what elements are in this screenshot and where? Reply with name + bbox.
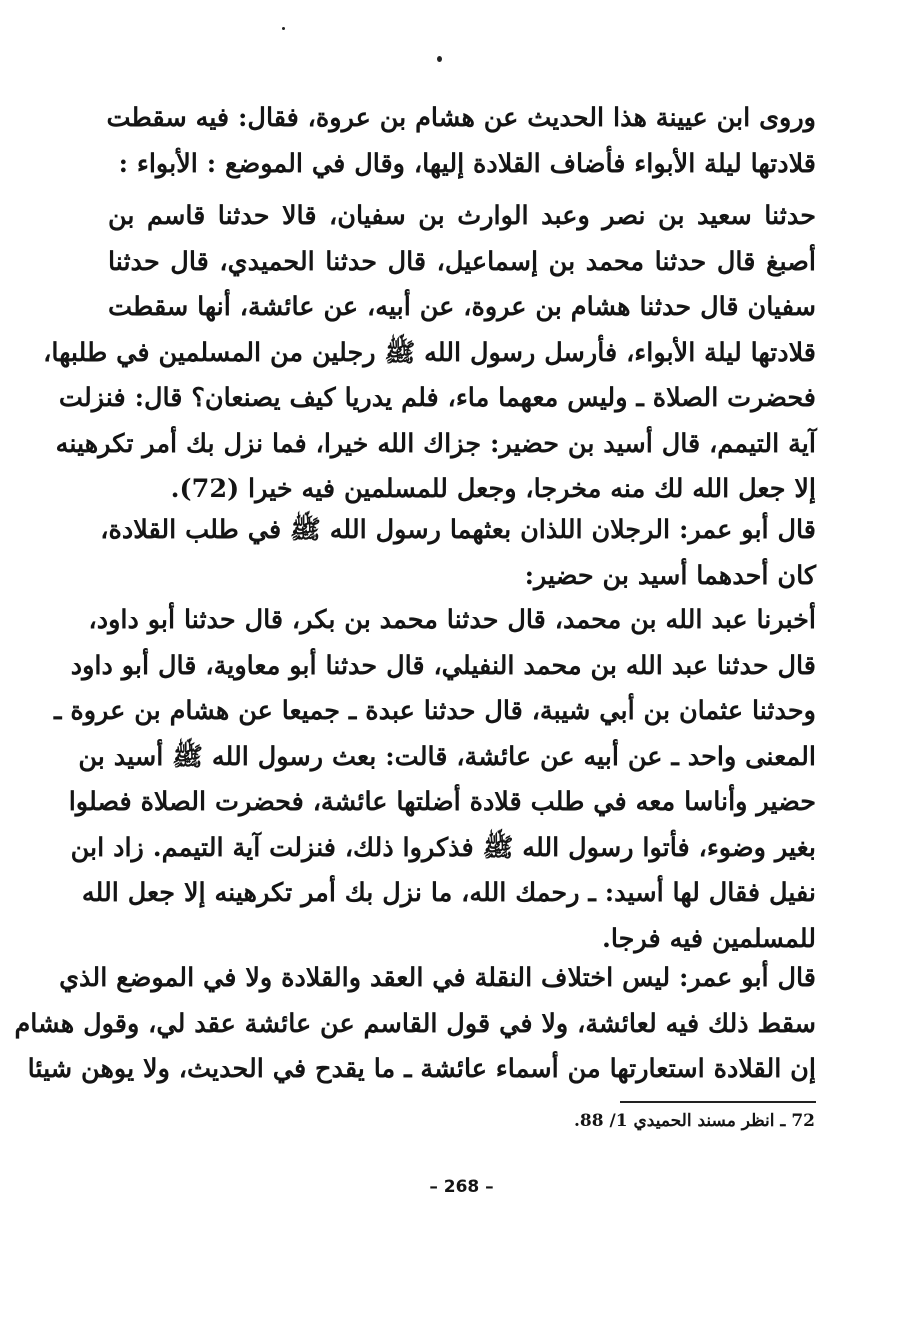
text-line: سقط ذلك فيه لعائشة، ولا في قول القاسم عن عائشة عقد لي، وقول هشام — [14, 1008, 816, 1039]
paragraph-1 — [108, 96, 816, 187]
text-line: للمسلمين فيه فرجا. — [602, 923, 816, 954]
footnote: 72 ـ انظر مسند الحميدي 1/ 88. — [574, 1111, 815, 1131]
paragraph-5 — [14, 956, 816, 1093]
text-line: إلا جعل الله لك منه مخرجا، وجعل للمسلمين فيه خيرا (72). — [170, 474, 816, 504]
text-line: بغير وضوء، فأتوا رسول الله ﷺ فذكروا ذلك، فنزلت آية التيمم. زاد ابن — [70, 832, 816, 863]
text-line: حدثنا سعيد بن نصر وعبد الوارث بن سفيان، قالا حدثنا قاسم بن — [108, 201, 816, 231]
paragraph-3 — [100, 508, 816, 599]
paragraph-4 — [54, 598, 816, 962]
text-line: قال حدثنا عبد الله بن محمد النفيلي، قال حدثنا أبو معاوية، قال أبو داود — [70, 650, 816, 681]
paragraph-2 — [43, 194, 816, 513]
text-line: قال أبو عمر: ليس اختلاف النقلة في العقد والقلادة ولا في الموضع الذي — [59, 963, 816, 993]
page-number: – 268 – — [429, 1177, 494, 1197]
ink-speck — [282, 27, 285, 30]
text-line: قلادتها ليلة الأبواء فأضاف القلادة إليها، وقال في الموضع : الأبواء : — [118, 148, 816, 179]
text-line: إن القلادة استعارتها من أسماء عائشة ـ ما يقدح في الحديث، ولا يوهن شيئا — [27, 1054, 816, 1084]
text-line: قال أبو عمر: الرجلان اللذان بعثهما رسول الله ﷺ في طلب القلادة، — [100, 515, 816, 545]
text-line: أصبغ قال حدثنا محمد بن إسماعيل، قال حدثنا الحميدي، قال حدثنا — [108, 246, 816, 277]
text-line: فحضرت الصلاة ـ وليس معهما ماء، فلم يدريا كيف يصنعان؟ قال: فنزلت — [58, 383, 816, 413]
text-line: آية التيمم، قال أسيد بن حضير: جزاك الله خيرا، فما نزل بك أمر تكرهينه — [55, 428, 816, 459]
text-line: المعنى واحد ـ عن أبيه عن عائشة، قالت: بعث رسول الله ﷺ أسيد بن — [78, 741, 816, 772]
text-line: نفيل فقال لها أسيد: ـ رحمك الله، ما نزل بك أمر تكرهينه إلا جعل الله — [81, 878, 816, 908]
text-line: حضير وأناسا معه في طلب قلادة أضلتها عائشة، فحضرت الصلاة فصلوا — [68, 787, 816, 817]
text-line: سفيان قال حدثنا هشام بن عروة، عن أبيه، عن عائشة، أنها سقطت — [108, 292, 816, 322]
text-line: قلادتها ليلة الأبواء، فأرسل رسول الله ﷺ رجلين من المسلمين في طلبها، — [43, 337, 816, 368]
text-line: وروى ابن عيينة هذا الحديث عن هشام بن عروة، فقال: فيه سقطت — [106, 103, 816, 133]
text-line: وحدثنا عثمان بن أبي شيبة، قال حدثنا عبدة ـ جميعا عن هشام بن عروة ـ — [54, 696, 816, 726]
text-line: أخبرنا عبد الله بن محمد، قال حدثنا محمد بن بكر، قال حدثنا أبو داود، — [88, 605, 816, 635]
footnote-divider — [620, 1101, 816, 1103]
ink-speck — [437, 56, 442, 62]
text-line: كان أحدهما أسيد بن حضير: — [524, 560, 816, 591]
